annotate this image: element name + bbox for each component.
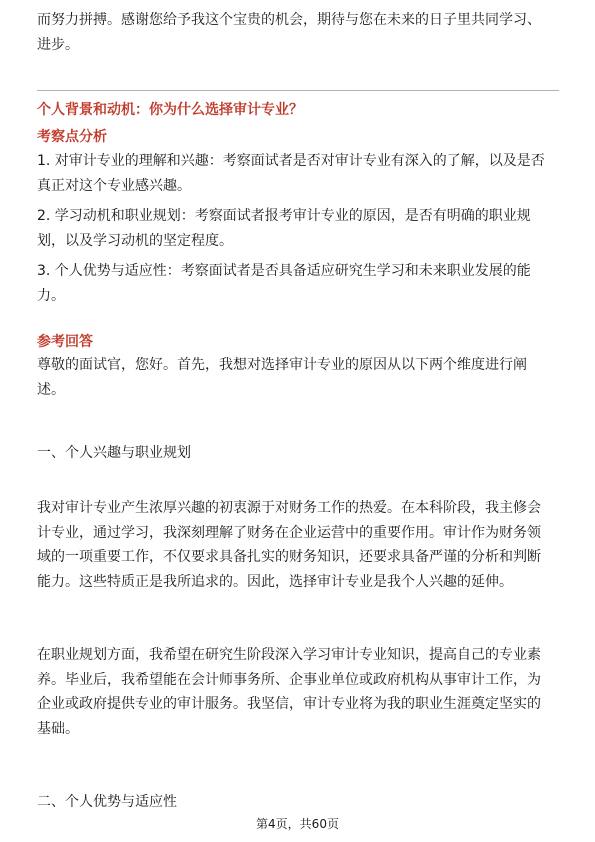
analysis-point-3 [37,259,559,308]
section-title: 个人背景和动机：你为什么选择审计专业？ [37,102,303,118]
text-line: 在职业规划方面，我希望在研究生阶段深入学习审计专业知识，提高自己的专业素 [37,647,541,663]
text-line: 3. 个人优势与适应性：考察面试者是否具备适应研究生学习和未来职业发展的能 [37,263,531,279]
text-line: 基础。 [37,720,79,737]
analysis-point-2 [37,204,559,253]
text-line: 力。 [37,287,65,304]
text-line: 划，以及学习动机的坚定程度。 [37,232,233,249]
text-line: 真正对这个专业感兴趣。 [37,177,191,194]
text-line: 我对审计专业产生浓厚兴趣的初衷源于对财务工作的热爱。在本科阶段，我主修会 [37,500,541,516]
text-line: 而努力拼搏。感谢您给予我这个宝贵的机会，期待与您在未来的日子里共同学习、 [37,12,541,28]
heading-interest-career: 一、个人兴趣与职业规划 [37,445,191,461]
analysis-point-1 [37,149,559,198]
text-line: 养。毕业后，我希望能在会计师事务所、企事业单位或政府机构从事审计工作，为 [37,671,541,688]
text-line: 计专业，通过学习，我深刻理解了财务在企业运营中的重要作用。审计作为财务领 [37,524,541,541]
text-line: 能力。这些特质正是我所追求的。因此，选择审计专业是我个人兴趣的延伸。 [37,573,513,590]
answer-intro-paragraph [37,353,559,402]
intro-paragraph [37,8,559,57]
career-paragraph [37,643,559,741]
text-line: 进步。 [37,36,79,53]
section-divider [37,90,559,91]
text-line: 尊敬的面试官，您好。首先，我想对选择审计专业的原因从以下两个维度进行阐 [37,357,527,373]
text-line: 1. 对审计专业的理解和兴趣：考察面试者是否对审计专业有深入的了解，以及是否 [37,153,545,169]
heading-strengths-adaptability: 二、个人优势与适应性 [37,794,177,810]
analysis-label: 考察点分析 [37,129,107,145]
interest-paragraph [37,496,559,594]
text-line: 企业或政府提供专业的审计服务。我坚信，审计专业将为我的职业生涯奠定坚实的 [37,696,541,712]
answer-label: 参考回答 [37,334,93,350]
page-number: 第4页，共60页 [256,817,339,831]
text-line: 2. 学习动机和职业规划：考察面试者报考审计专业的原因，是否有明确的职业规 [37,208,531,224]
text-line: 域的一项重要工作，不仅要求具备扎实的财务知识，还要求具备严谨的分析和判断 [37,549,541,565]
text-line: 述。 [37,381,65,398]
